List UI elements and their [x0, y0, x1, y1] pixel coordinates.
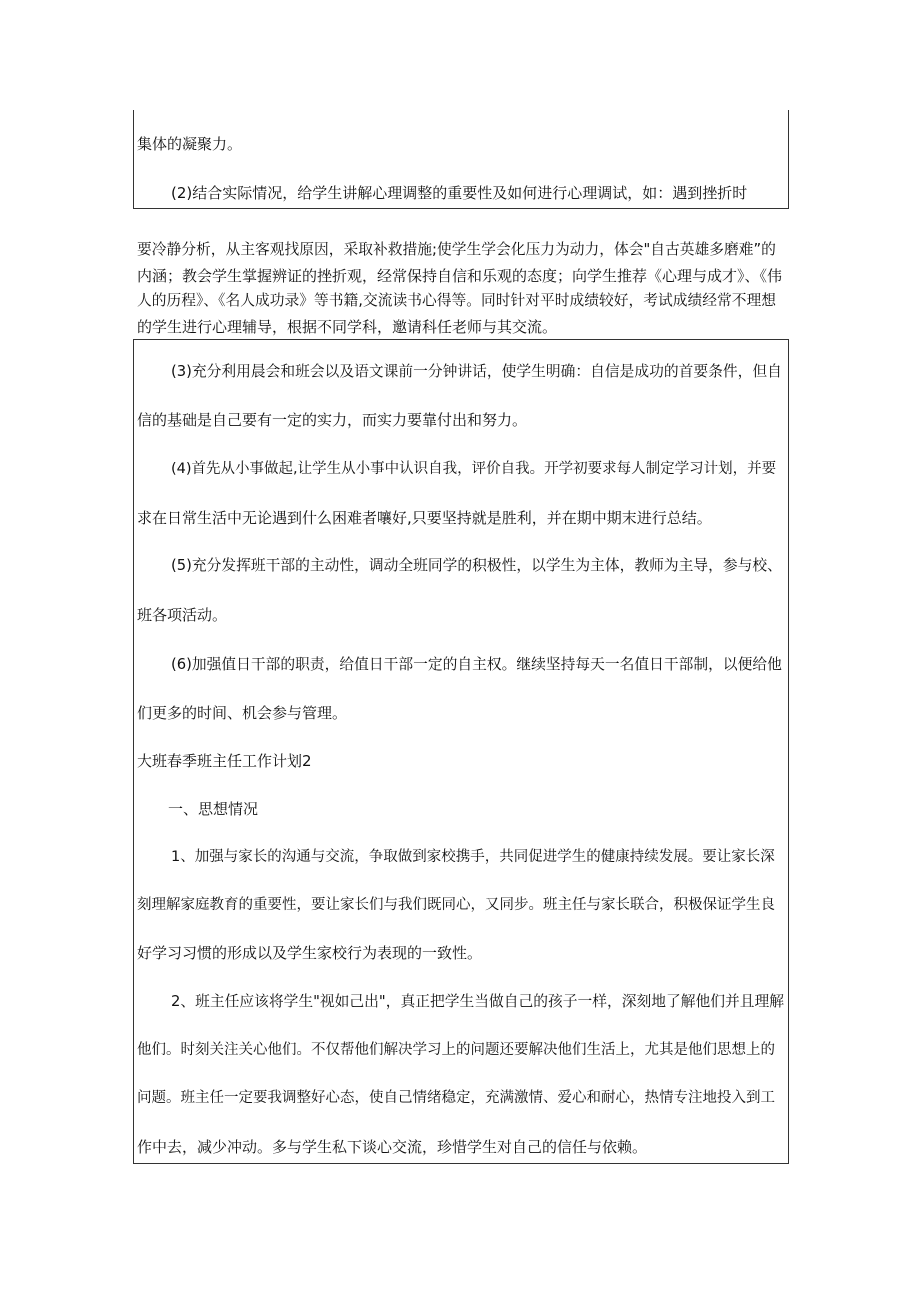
paragraph-line: (3)充分利用晨会和班会以及语文课前一分钟讲话，使学生明确：自信是成功的首要条件，但自 — [171, 363, 782, 380]
section-title: 大班春季班主任工作计划2 — [137, 752, 312, 770]
paragraph-line: 2、班主任应该将学生"视如己出"，真正把学生当做自己的孩子一样，深刻地了解他们并且理解 — [171, 993, 784, 1010]
paragraph-line: (5)充分发挥班干部的主动性，调动全班同学的积极性，以学生为主体，教师为主导，参与校、 — [171, 557, 782, 574]
section-heading: 一、思想情况 — [168, 800, 259, 818]
paragraph-line: 信的基础是自己要有一定的实力，而实力要靠付出和努力。 — [137, 411, 528, 429]
paragraph-line: (4)首先从小事做起,让学生从小事中认识自我，评价自我。开学初要求每人制定学习计划，并要 — [171, 461, 777, 477]
paragraph-line: 他们。时刻关注关心他们。不仅帮他们解决学习上的问题还要解决他们生活上，尤其是他们思想上的 — [137, 1042, 775, 1058]
paragraph-line: 问题。班主任一定要我调整好心态，使自己情绪稳定，充满激情、爱心和耐心，热情专注地投入到工 — [137, 1090, 775, 1106]
paragraph-line: 好学习习惯的形成以及学生家校行为表现的一致性。 — [137, 944, 483, 962]
paragraph-line: 集体的凝聚力。 — [137, 135, 243, 153]
paragraph-line: 求在日常生活中无论遇到什么困难者嚷好,只要坚持就是胜利，并在期中期末进行总结。 — [137, 509, 712, 527]
paragraph-line: 刻理解家庭教育的重要性，要让家长们与我们既同心，又同步。班主任与家长联合，积极保证学生良 — [137, 897, 775, 913]
paragraph-line: 的学生进行心理辅导，根据不同学科，邀请科任老师与其交流。 — [137, 318, 558, 336]
paragraph-line: 人的历程》、《名人成功录》等书籍,交流读书心得等。同时针对平时成绩较好，考试成绩经常不理想 — [137, 292, 776, 309]
paragraph-line: (2)结合实际情况，给学生讲解心理调整的重要性及如何进行心理调试，如：遇到挫折时 — [171, 184, 748, 202]
paragraph-line: 们更多的时间、机会参与管理。 — [137, 704, 348, 722]
paragraph-line: 班各项活动。 — [137, 606, 228, 624]
paragraph-line: 作中去，减少冲动。多与学生私下谈心交流，珍惜学生对自己的信任与依赖。 — [137, 1138, 648, 1156]
paragraph-line: 要冷静分析，从主客观找原因，采取补救措施;使学生学会化压力为动力，体会"自古英雄多磨难”的 — [137, 241, 776, 258]
paragraph-line: 内涵；教会学生掌握辨证的挫折观，经常保持自信和乐观的态度；向学生推荐《心理与成才》、《伟 — [137, 267, 783, 285]
paragraph-line: 1、加强与家长的沟通与交流，争取做到家校携手，共同促进学生的健康持续发展。要让家长深 — [171, 849, 775, 865]
paragraph-line: (6)加强值日干部的职责，给值日干部一定的自主权。继续坚持每天一名值日干部制，以便给他 — [171, 656, 782, 673]
